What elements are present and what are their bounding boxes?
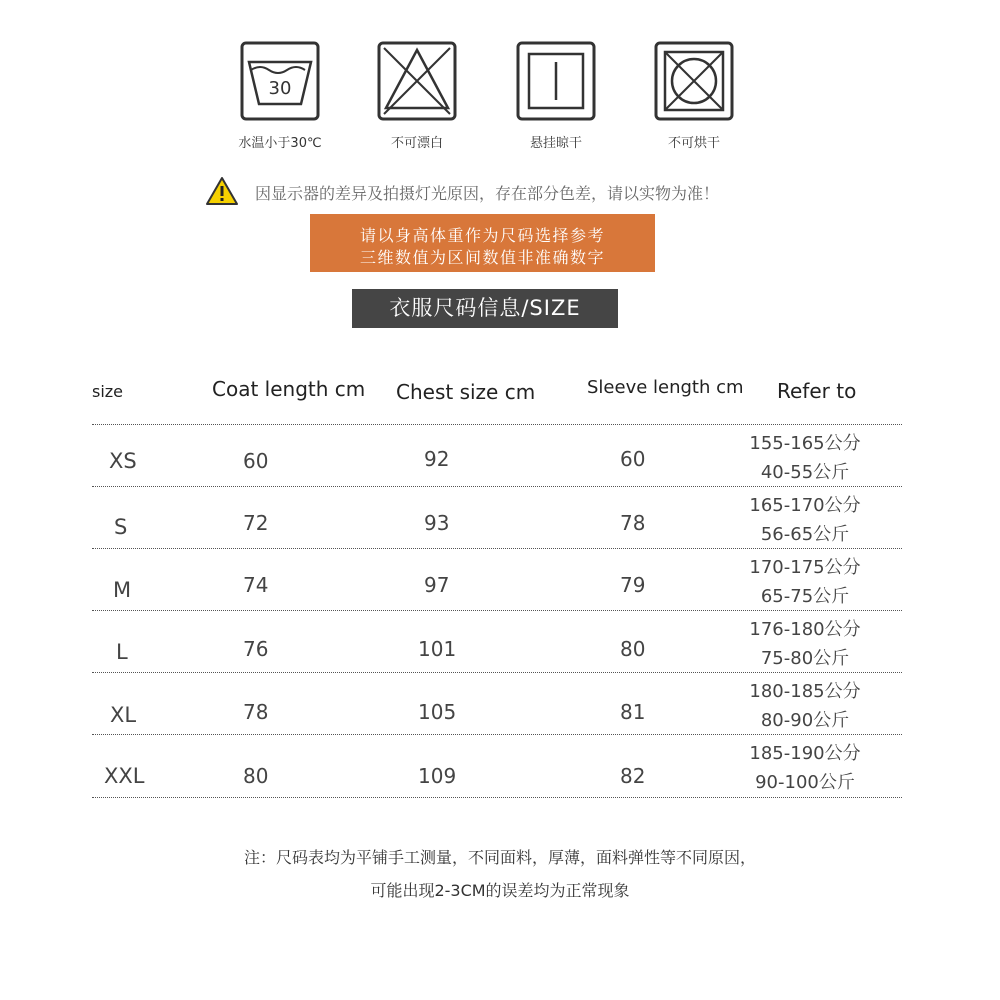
color-warning xyxy=(205,176,805,206)
cell-size: S xyxy=(114,515,128,539)
cell-sleeve: 78 xyxy=(620,511,646,535)
cell-chest: 92 xyxy=(424,447,450,471)
care-item-tumble xyxy=(634,40,754,151)
notice-line-2: 三维数值为区间数值非准确数字 xyxy=(359,248,605,267)
care-label-bleach: 不可漂白 xyxy=(390,136,443,151)
care-label-wash: 水温小于30℃ xyxy=(238,136,322,151)
header-size: size xyxy=(92,382,124,401)
refer-height: 176-180公分 xyxy=(749,619,861,640)
refer-weight: 90-100公斤 xyxy=(755,772,855,793)
cell-refer xyxy=(740,677,870,735)
warning-text: 因显示器的差异及拍摄灯光原因，存在部分色差，请以实物为准！ xyxy=(255,184,720,203)
table-row xyxy=(92,610,902,673)
cell-sleeve: 80 xyxy=(620,637,646,661)
cell-sleeve: 60 xyxy=(620,447,646,471)
refer-weight: 75-80公斤 xyxy=(760,648,850,669)
cell-sleeve: 82 xyxy=(620,764,646,788)
refer-weight: 40-55公斤 xyxy=(760,462,850,483)
care-label-hang: 悬挂晾干 xyxy=(529,136,582,151)
cell-coat: 78 xyxy=(243,700,269,724)
cell-coat: 60 xyxy=(243,449,269,473)
cell-size: L xyxy=(116,640,128,664)
cell-refer xyxy=(740,739,870,797)
table-row xyxy=(92,548,902,611)
care-item-bleach xyxy=(357,40,477,151)
refer-weight: 56-65公斤 xyxy=(760,524,850,545)
cell-size: XS xyxy=(109,449,137,473)
cell-sleeve: 81 xyxy=(620,700,646,724)
cell-refer xyxy=(740,429,870,487)
care-item-wash xyxy=(220,40,340,151)
care-label-tumble: 不可烘干 xyxy=(667,136,720,151)
cell-refer xyxy=(740,615,870,673)
header-refer-to: Refer to xyxy=(777,379,857,403)
cell-coat: 72 xyxy=(243,511,269,535)
measurement-note-line-1: 注：尺码表均为平铺手工测量，不同面料，厚薄，面料弹性等不同原因， xyxy=(243,848,756,867)
cell-refer xyxy=(740,553,870,611)
cell-chest: 97 xyxy=(424,573,450,597)
wash-temperature: 30 xyxy=(268,78,292,99)
table-row xyxy=(92,734,902,798)
refer-height: 155-165公分 xyxy=(749,433,861,454)
refer-height: 165-170公分 xyxy=(749,495,861,516)
cell-chest: 105 xyxy=(418,700,457,724)
cell-sleeve: 79 xyxy=(620,573,646,597)
cell-chest: 101 xyxy=(418,637,457,661)
cell-chest: 93 xyxy=(424,511,450,535)
wash-30-icon xyxy=(239,40,321,122)
table-row xyxy=(92,424,902,487)
cell-chest: 109 xyxy=(418,764,457,788)
measurement-note-line-2: 可能出现2-3CM的误差均为正常现象 xyxy=(370,881,630,900)
warning-icon xyxy=(205,176,239,206)
table-row xyxy=(92,672,902,735)
cell-refer xyxy=(740,491,870,549)
cell-coat: 76 xyxy=(243,637,269,661)
header-sleeve-length: Sleeve length cm xyxy=(587,377,744,398)
refer-weight: 80-90公斤 xyxy=(760,710,850,731)
refer-weight: 65-75公斤 xyxy=(760,586,850,607)
notice-line-1: 请以身高体重作为尺码选择参考 xyxy=(359,226,605,245)
size-notice-box xyxy=(310,214,655,272)
refer-height: 180-185公分 xyxy=(749,681,861,702)
no-bleach-icon xyxy=(376,40,458,122)
care-instructions xyxy=(0,40,1000,160)
refer-height: 170-175公分 xyxy=(749,557,861,578)
cell-size: M xyxy=(113,578,132,602)
cell-coat: 74 xyxy=(243,573,269,597)
header-chest-size: Chest size cm xyxy=(396,380,536,404)
table-row xyxy=(92,486,902,549)
no-tumble-dry-icon xyxy=(653,40,735,122)
care-item-hang xyxy=(496,40,616,151)
refer-height: 185-190公分 xyxy=(749,743,861,764)
cell-size: XXL xyxy=(104,764,145,788)
cell-size: XL xyxy=(110,703,137,727)
cell-coat: 80 xyxy=(243,764,269,788)
size-info-title: 衣服尺码信息/SIZE xyxy=(352,289,618,328)
header-coat-length: Coat length cm xyxy=(212,377,366,401)
hang-dry-icon xyxy=(515,40,597,122)
